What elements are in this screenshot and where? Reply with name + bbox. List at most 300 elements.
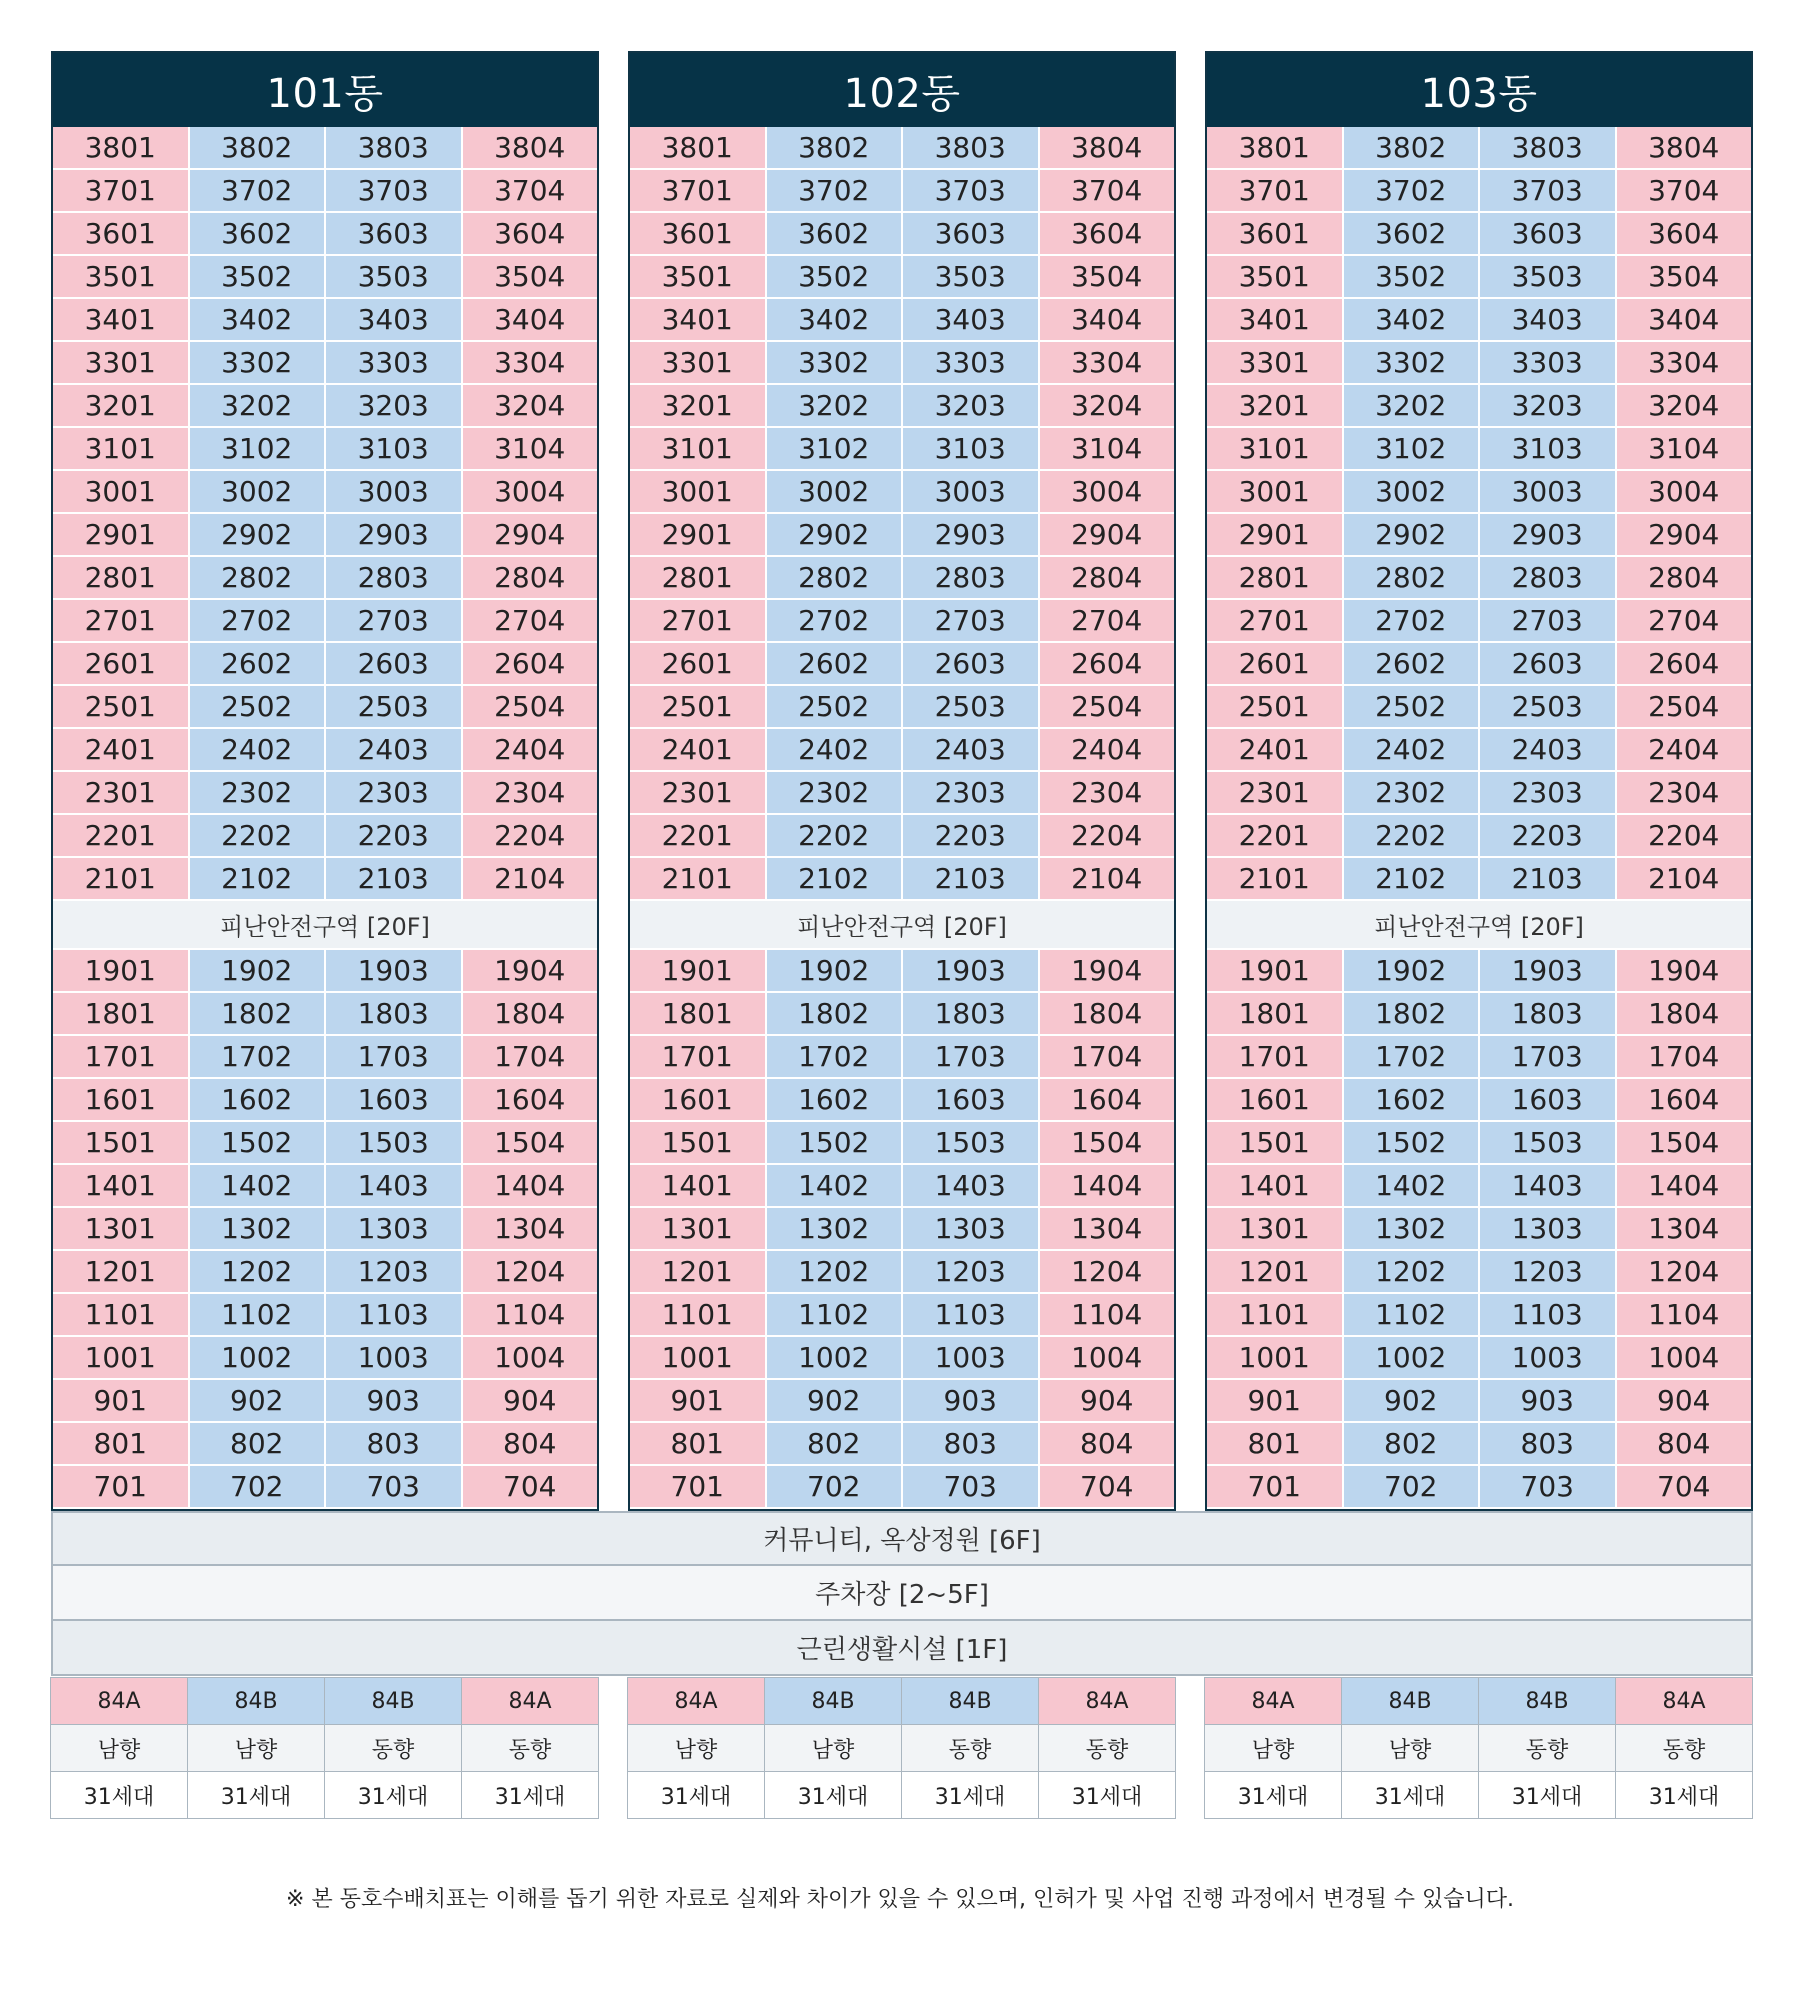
- unit-cell: 2901: [630, 514, 767, 557]
- unit-cell: 1201: [53, 1251, 190, 1294]
- unit-cell: 3003: [326, 471, 463, 514]
- unit-cell: 2704: [463, 600, 598, 643]
- unit-cell: 803: [1480, 1423, 1617, 1466]
- unit-cell: 1001: [53, 1337, 190, 1380]
- floor-row: [53, 772, 597, 815]
- unit-cell: 3002: [1344, 471, 1481, 514]
- unit-cell: 2701: [630, 600, 767, 643]
- unit-cell: 3102: [767, 428, 904, 471]
- unit-cell: 1101: [630, 1294, 767, 1337]
- unit-cell: 2203: [903, 815, 1040, 858]
- floor-row: [53, 514, 597, 557]
- unit-cell: 3704: [1617, 170, 1752, 213]
- unit-type-row: [628, 1678, 1176, 1725]
- unit-cell: 1601: [1207, 1079, 1344, 1122]
- unit-cell: 1504: [463, 1122, 598, 1165]
- unit-cell: 1902: [767, 950, 904, 993]
- direction-cell: 동향: [1615, 1724, 1753, 1772]
- unit-cell: 2704: [1617, 600, 1752, 643]
- unit-cell: 2804: [1040, 557, 1175, 600]
- unit-cell: 3101: [630, 428, 767, 471]
- household-count-row: [51, 1772, 599, 1819]
- unit-cell: 3204: [463, 385, 598, 428]
- unit-cell: 703: [903, 1466, 1040, 1509]
- unit-cell: 1903: [1480, 950, 1617, 993]
- unit-cell: 1701: [53, 1036, 190, 1079]
- unit-cell: 3801: [630, 127, 767, 170]
- unit-cell: 2803: [326, 557, 463, 600]
- unit-cell: 2802: [190, 557, 327, 600]
- unit-cell: 1203: [903, 1251, 1040, 1294]
- unit-cell: 2702: [767, 600, 904, 643]
- unit-cell: 3201: [1207, 385, 1344, 428]
- floor-row: [1207, 170, 1751, 213]
- floor-row: [1207, 256, 1751, 299]
- unit-cell: 2604: [1617, 643, 1752, 686]
- unit-cell: 2804: [463, 557, 598, 600]
- building-2: [628, 51, 1176, 1511]
- unit-cell: 1503: [326, 1122, 463, 1165]
- unit-cell: 1002: [767, 1337, 904, 1380]
- unit-cell: 904: [1617, 1380, 1752, 1423]
- floor-row: [53, 256, 597, 299]
- direction-cell: 남향: [187, 1724, 325, 1772]
- unit-cell: 2603: [326, 643, 463, 686]
- building-title: 103동: [1207, 53, 1751, 127]
- unit-cell: 1202: [767, 1251, 904, 1294]
- unit-cell: 2302: [1344, 772, 1481, 815]
- floor-row: [53, 428, 597, 471]
- unit-cell: 801: [53, 1423, 190, 1466]
- unit-cell: 2303: [903, 772, 1040, 815]
- unit-type-cell: 84B: [187, 1677, 325, 1725]
- unit-type-cell: 84B: [901, 1677, 1039, 1725]
- unit-cell: 1301: [53, 1208, 190, 1251]
- unit-cell: 3303: [326, 342, 463, 385]
- unit-cell: 2503: [1480, 686, 1617, 729]
- floor-row: [53, 643, 597, 686]
- floor-row: [630, 950, 1174, 993]
- unit-cell: 3803: [326, 127, 463, 170]
- floor-row: [630, 1036, 1174, 1079]
- unit-cell: 2502: [190, 686, 327, 729]
- unit-cell: 2203: [1480, 815, 1617, 858]
- unit-cell: 1203: [326, 1251, 463, 1294]
- floor-row: [1207, 950, 1751, 993]
- unit-cell: 1404: [463, 1165, 598, 1208]
- floor-row: [53, 471, 597, 514]
- unit-type-cell: 84A: [50, 1677, 188, 1725]
- unit-cell: 3302: [767, 342, 904, 385]
- floor-row: [53, 993, 597, 1036]
- unit-cell: 1703: [903, 1036, 1040, 1079]
- unit-cell: 2301: [630, 772, 767, 815]
- unit-cell: 3203: [903, 385, 1040, 428]
- household-count-cell: 31세대: [324, 1771, 462, 1819]
- unit-cell: 3703: [903, 170, 1040, 213]
- unit-cell: 2102: [767, 858, 904, 901]
- unit-cell: 1104: [1617, 1294, 1752, 1337]
- unit-cell: 2703: [1480, 600, 1617, 643]
- unit-cell: 3502: [190, 256, 327, 299]
- floor-row: [630, 299, 1174, 342]
- unit-cell: 1304: [1617, 1208, 1752, 1251]
- unit-cell: 3501: [630, 256, 767, 299]
- unit-cell: 1503: [1480, 1122, 1617, 1165]
- floor-row: [630, 170, 1174, 213]
- unit-cell: 1402: [767, 1165, 904, 1208]
- unit-cell: 2403: [903, 729, 1040, 772]
- unit-cell: 2101: [1207, 858, 1344, 901]
- unit-cell: 1501: [1207, 1122, 1344, 1165]
- buildings-row: [51, 51, 1753, 1511]
- floor-row: [630, 514, 1174, 557]
- floor-row: [630, 600, 1174, 643]
- unit-cell: 2704: [1040, 600, 1175, 643]
- unit-cell: 2303: [1480, 772, 1617, 815]
- household-count-cell: 31세대: [1615, 1771, 1753, 1819]
- unit-cell: 1501: [53, 1122, 190, 1165]
- unit-cell: 2202: [1344, 815, 1481, 858]
- unit-cell: 3802: [1344, 127, 1481, 170]
- unit-cell: 1601: [630, 1079, 767, 1122]
- unit-cell: 2201: [1207, 815, 1344, 858]
- unit-cell: 1501: [630, 1122, 767, 1165]
- unit-cell: 1404: [1040, 1165, 1175, 1208]
- unit-cell: 3103: [1480, 428, 1617, 471]
- unit-cell: 702: [767, 1466, 904, 1509]
- unit-cell: 2103: [1480, 858, 1617, 901]
- unit-cell: 1702: [767, 1036, 904, 1079]
- unit-cell: 3704: [1040, 170, 1175, 213]
- unit-cell: 1002: [1344, 1337, 1481, 1380]
- unit-cell: 2103: [903, 858, 1040, 901]
- floor-row: [630, 643, 1174, 686]
- unit-cell: 3701: [53, 170, 190, 213]
- unit-cell: 2801: [1207, 557, 1344, 600]
- unit-cell: 1904: [1617, 950, 1752, 993]
- floor-row: [630, 1122, 1174, 1165]
- unit-cell: 2201: [53, 815, 190, 858]
- unit-cell: 1901: [1207, 950, 1344, 993]
- unit-cell: 1601: [53, 1079, 190, 1122]
- unit-cell: 3202: [1344, 385, 1481, 428]
- unit-cell: 1102: [190, 1294, 327, 1337]
- unit-cell: 1303: [903, 1208, 1040, 1251]
- direction-row: [628, 1725, 1176, 1772]
- unit-cell: 903: [903, 1380, 1040, 1423]
- unit-cell: 701: [1207, 1466, 1344, 1509]
- unit-cell: 2304: [1617, 772, 1752, 815]
- direction-row: [1205, 1725, 1753, 1772]
- unit-cell: 3402: [767, 299, 904, 342]
- unit-cell: 1003: [1480, 1337, 1617, 1380]
- unit-type-row: [51, 1678, 599, 1725]
- unit-cell: 3303: [903, 342, 1040, 385]
- unit-cell: 2203: [326, 815, 463, 858]
- unit-cell: 801: [630, 1423, 767, 1466]
- unit-cell: 3302: [190, 342, 327, 385]
- direction-cell: 동향: [1478, 1724, 1616, 1772]
- floor-row: [630, 1380, 1174, 1423]
- unit-cell: 3401: [1207, 299, 1344, 342]
- floor-row: [630, 471, 1174, 514]
- floor-row: [53, 1251, 597, 1294]
- unit-cell: 3203: [1480, 385, 1617, 428]
- unit-cell: 1301: [1207, 1208, 1344, 1251]
- floor-row: [630, 686, 1174, 729]
- unit-cell: 3702: [1344, 170, 1481, 213]
- unit-cell: 902: [767, 1380, 904, 1423]
- floor-row: [1207, 729, 1751, 772]
- unit-cell: 802: [1344, 1423, 1481, 1466]
- unit-cell: 3503: [326, 256, 463, 299]
- unit-cell: 3502: [1344, 256, 1481, 299]
- unit-cell: 3802: [767, 127, 904, 170]
- floor-row: [53, 213, 597, 256]
- unit-cell: 1704: [1617, 1036, 1752, 1079]
- unit-cell: 1602: [190, 1079, 327, 1122]
- floor-row: [1207, 1122, 1751, 1165]
- unit-cell: 3602: [767, 213, 904, 256]
- direction-cell: 동향: [901, 1724, 1039, 1772]
- unit-cell: 3802: [190, 127, 327, 170]
- unit-cell: 1001: [1207, 1337, 1344, 1380]
- unit-cell: 803: [903, 1423, 1040, 1466]
- unit-cell: 3104: [463, 428, 598, 471]
- floor-row: [1207, 1337, 1751, 1380]
- unit-type-cell: 84B: [1341, 1677, 1479, 1725]
- unit-cell: 3403: [903, 299, 1040, 342]
- unit-cell: 1504: [1040, 1122, 1175, 1165]
- unit-cell: 2803: [903, 557, 1040, 600]
- unit-cell: 2102: [1344, 858, 1481, 901]
- unit-type-cell: 84A: [627, 1677, 765, 1725]
- unit-type-cell: 84B: [1478, 1677, 1616, 1725]
- unit-cell: 3604: [1617, 213, 1752, 256]
- unit-cell: 3501: [1207, 256, 1344, 299]
- floor-row: [53, 1294, 597, 1337]
- floor-row: [1207, 1380, 1751, 1423]
- floor-row: [630, 1423, 1174, 1466]
- household-count-cell: 31세대: [1341, 1771, 1479, 1819]
- unit-cell: 1104: [1040, 1294, 1175, 1337]
- unit-cell: 2503: [903, 686, 1040, 729]
- refuge-area-row: 피난안전구역 [20F]: [53, 901, 597, 950]
- unit-cell: 3602: [1344, 213, 1481, 256]
- podium-floors: [51, 1511, 1753, 1676]
- unit-cell: 3304: [1040, 342, 1175, 385]
- unit-cell: 2802: [767, 557, 904, 600]
- unit-cell: 1603: [326, 1079, 463, 1122]
- unit-cell: 1904: [463, 950, 598, 993]
- unit-cell: 1001: [630, 1337, 767, 1380]
- unit-cell: 3504: [1040, 256, 1175, 299]
- floor-row: [1207, 1423, 1751, 1466]
- floor-row: [53, 1079, 597, 1122]
- floor-row: [53, 1165, 597, 1208]
- unit-cell: 2201: [630, 815, 767, 858]
- unit-cell: 3701: [1207, 170, 1344, 213]
- unit-cell: 1402: [1344, 1165, 1481, 1208]
- unit-cell: 1102: [767, 1294, 904, 1337]
- unit-cell: 3703: [1480, 170, 1617, 213]
- unit-cell: 2404: [463, 729, 598, 772]
- unit-cell: 2504: [463, 686, 598, 729]
- unit-cell: 3102: [190, 428, 327, 471]
- unit-cell: 1302: [1344, 1208, 1481, 1251]
- unit-cell: 3204: [1617, 385, 1752, 428]
- floor-row: [1207, 385, 1751, 428]
- unit-cell: 1201: [630, 1251, 767, 1294]
- unit-cell: 1404: [1617, 1165, 1752, 1208]
- unit-cell: 2202: [190, 815, 327, 858]
- floor-row: [53, 1337, 597, 1380]
- unit-cell: 3503: [1480, 256, 1617, 299]
- podium-floor-row: 근린생활시설 [1F]: [51, 1621, 1753, 1676]
- building-title: 101동: [53, 53, 597, 127]
- unit-cell: 2601: [53, 643, 190, 686]
- direction-cell: 동향: [324, 1724, 462, 1772]
- unit-cell: 2304: [1040, 772, 1175, 815]
- unit-cell: 1504: [1617, 1122, 1752, 1165]
- unit-cell: 1502: [1344, 1122, 1481, 1165]
- unit-cell: 1803: [326, 993, 463, 1036]
- floor-row: [1207, 686, 1751, 729]
- floor-row: [53, 1036, 597, 1079]
- direction-cell: 동향: [1038, 1724, 1176, 1772]
- household-count-cell: 31세대: [627, 1771, 765, 1819]
- unit-cell: 1604: [1040, 1079, 1175, 1122]
- floor-row: [630, 729, 1174, 772]
- unit-cell: 3101: [53, 428, 190, 471]
- unit-cell: 2703: [903, 600, 1040, 643]
- unit-cell: 3504: [1617, 256, 1752, 299]
- unit-cell: 2401: [1207, 729, 1344, 772]
- unit-cell: 3303: [1480, 342, 1617, 385]
- unit-cell: 3001: [630, 471, 767, 514]
- unit-cell: 2504: [1617, 686, 1752, 729]
- household-count-cell: 31세대: [187, 1771, 325, 1819]
- unit-cell: 2303: [326, 772, 463, 815]
- unit-cell: 1301: [630, 1208, 767, 1251]
- unit-cell: 3602: [190, 213, 327, 256]
- unit-cell: 2901: [53, 514, 190, 557]
- unit-cell: 2302: [767, 772, 904, 815]
- unit-cell: 903: [326, 1380, 463, 1423]
- unit-cell: 2504: [1040, 686, 1175, 729]
- floor-row: [1207, 127, 1751, 170]
- direction-cell: 남향: [627, 1724, 765, 1772]
- unit-cell: 802: [767, 1423, 904, 1466]
- floor-row: [53, 342, 597, 385]
- unit-cell: 1503: [903, 1122, 1040, 1165]
- unit-cell: 1302: [190, 1208, 327, 1251]
- floor-row: [630, 1294, 1174, 1337]
- unit-cell: 2304: [463, 772, 598, 815]
- unit-cell: 2602: [190, 643, 327, 686]
- floor-row: [1207, 213, 1751, 256]
- unit-cell: 904: [463, 1380, 598, 1423]
- building-title: 102동: [630, 53, 1174, 127]
- unit-cell: 2901: [1207, 514, 1344, 557]
- unit-cell: 3104: [1617, 428, 1752, 471]
- unit-cell: 1003: [903, 1337, 1040, 1380]
- floor-row: [53, 858, 597, 901]
- unit-cell: 1802: [1344, 993, 1481, 1036]
- unit-cell: 2902: [767, 514, 904, 557]
- floor-row: [53, 557, 597, 600]
- building-3: [1205, 51, 1753, 1511]
- unit-cell: 3202: [767, 385, 904, 428]
- unit-cell: 1401: [53, 1165, 190, 1208]
- unit-cell: 3601: [1207, 213, 1344, 256]
- unit-cell: 3304: [463, 342, 598, 385]
- unit-cell: 2701: [53, 600, 190, 643]
- unit-cell: 1304: [463, 1208, 598, 1251]
- unit-cell: 2603: [903, 643, 1040, 686]
- unit-cell: 2101: [630, 858, 767, 901]
- unit-cell: 2404: [1617, 729, 1752, 772]
- household-count-cell: 31세대: [1478, 1771, 1616, 1819]
- unit-cell: 3603: [903, 213, 1040, 256]
- unit-cell: 3102: [1344, 428, 1481, 471]
- unit-cell: 3501: [53, 256, 190, 299]
- unit-spec-table: [51, 1678, 599, 1819]
- floor-row: [53, 385, 597, 428]
- unit-cell: 3001: [1207, 471, 1344, 514]
- unit-cell: 1903: [903, 950, 1040, 993]
- unit-cell: 1802: [190, 993, 327, 1036]
- unit-cell: 3404: [463, 299, 598, 342]
- unit-cell: 3503: [903, 256, 1040, 299]
- unit-cell: 1903: [326, 950, 463, 993]
- unit-cell: 1604: [463, 1079, 598, 1122]
- unit-cell: 902: [1344, 1380, 1481, 1423]
- direction-cell: 동향: [461, 1724, 599, 1772]
- unit-cell: 2701: [1207, 600, 1344, 643]
- unit-cell: 3004: [463, 471, 598, 514]
- unit-cell: 804: [1617, 1423, 1752, 1466]
- unit-cell: 904: [1040, 1380, 1175, 1423]
- floor-row: [630, 1208, 1174, 1251]
- unit-cell: 3301: [1207, 342, 1344, 385]
- floor-row: [53, 299, 597, 342]
- unit-cell: 3401: [53, 299, 190, 342]
- unit-cell: 2402: [190, 729, 327, 772]
- unit-cell: 3801: [1207, 127, 1344, 170]
- unit-cell: 701: [53, 1466, 190, 1509]
- unit-cell: 2501: [1207, 686, 1344, 729]
- unit-cell: 3002: [190, 471, 327, 514]
- unit-cell: 3801: [53, 127, 190, 170]
- unit-cell: 701: [630, 1466, 767, 1509]
- floor-row: [53, 815, 597, 858]
- unit-cell: 2402: [1344, 729, 1481, 772]
- unit-cell: 2204: [1617, 815, 1752, 858]
- unit-spec-table: [628, 1678, 1176, 1819]
- unit-cell: 1401: [630, 1165, 767, 1208]
- unit-cell: 3804: [1040, 127, 1175, 170]
- unit-cell: 3402: [1344, 299, 1481, 342]
- unit-cell: 1803: [903, 993, 1040, 1036]
- building-1: [51, 51, 599, 1511]
- household-count-cell: 31세대: [901, 1771, 1039, 1819]
- floor-row: [53, 950, 597, 993]
- floor-row: [1207, 772, 1751, 815]
- unit-cell: 2104: [1040, 858, 1175, 901]
- disclaimer-note: ※ 본 동호수배치표는 이해를 돕기 위한 자료로 실제와 차이가 있을 수 있으며, 인허가 및 사업 진행 과정에서 변경될 수 있습니다.: [286, 1887, 1514, 1912]
